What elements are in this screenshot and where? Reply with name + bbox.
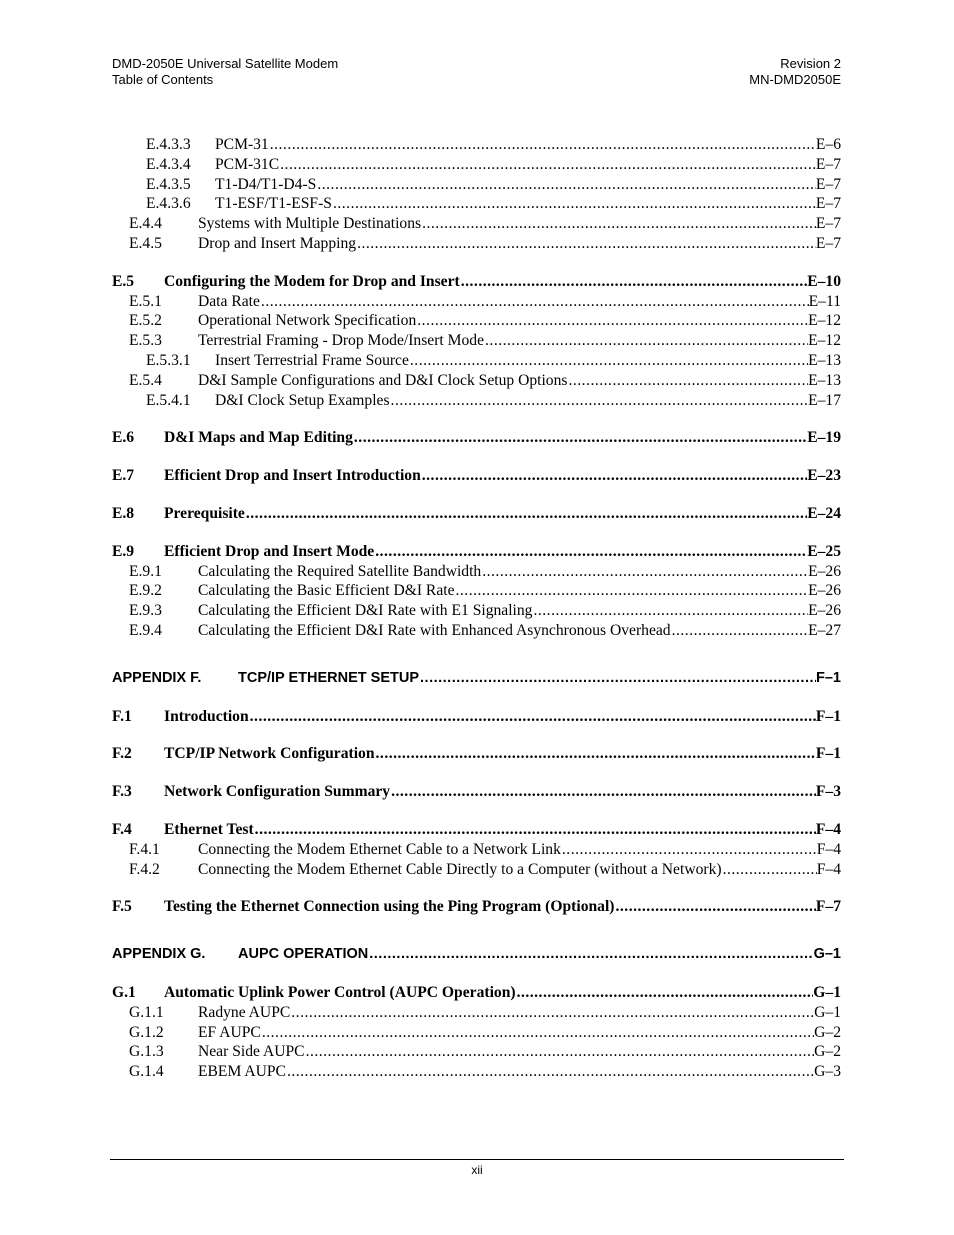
- toc-entry-title: EF AUPC: [198, 1023, 261, 1041]
- dot-leader: [262, 1023, 814, 1043]
- dot-leader: [291, 1003, 814, 1023]
- dot-leader: [357, 234, 816, 254]
- toc-entry-title: Terrestrial Framing - Drop Mode/Insert Mode: [198, 332, 485, 350]
- toc-entry[interactable]: [112, 562, 841, 582]
- toc-entry-title: Prerequisite: [164, 504, 245, 522]
- table-of-contents: [112, 135, 841, 1082]
- toc-entry-page: E–23: [807, 467, 841, 485]
- toc-entry-number: E.9: [112, 542, 135, 560]
- toc-entry-page: G–1: [813, 946, 841, 963]
- dot-leader: [250, 707, 816, 727]
- toc-spacer: [112, 764, 841, 782]
- dot-leader: [672, 621, 808, 641]
- toc-entry[interactable]: [112, 292, 841, 312]
- dot-leader: [410, 351, 808, 371]
- toc-entry-number: G.1.3: [129, 1043, 164, 1061]
- dot-leader: [255, 820, 816, 840]
- toc-spacer: [112, 726, 841, 744]
- toc-entry-page: E–27: [808, 621, 841, 639]
- toc-entry[interactable]: [112, 194, 841, 214]
- toc-entry-title: Insert Terrestrial Frame Source: [215, 351, 409, 369]
- toc-entry-number: E.5.3.1: [146, 351, 191, 369]
- page-header-left: [112, 56, 338, 88]
- toc-spacer: [112, 879, 841, 897]
- dot-leader: [391, 391, 809, 411]
- toc-entry-title: Efficient Drop and Insert Mode: [164, 542, 375, 560]
- toc-entry-number: E.9.3: [129, 602, 162, 620]
- toc-entry[interactable]: [112, 214, 841, 234]
- toc-entry-page: E–13: [808, 351, 841, 369]
- dot-leader: [270, 135, 816, 155]
- toc-appendix-entry[interactable]: [112, 945, 841, 965]
- toc-entry[interactable]: [112, 175, 841, 195]
- toc-entry-number: F.3: [112, 783, 132, 801]
- toc-entry-title: TCP/IP Network Configuration: [164, 745, 375, 763]
- toc-entry-number: E.4.4: [129, 215, 162, 233]
- toc-entry[interactable]: [112, 897, 841, 917]
- toc-entry-number: G.1.4: [129, 1063, 164, 1081]
- toc-entry[interactable]: [112, 504, 841, 524]
- dot-leader: [369, 945, 813, 965]
- toc-entry-title: Near Side AUPC: [198, 1043, 305, 1061]
- toc-entry-page: E–7: [815, 155, 841, 173]
- toc-entry-page: E–6: [815, 136, 841, 153]
- toc-entry-page: E–11: [808, 292, 841, 310]
- toc-entry-title: Calculating the Required Satellite Bandwidth: [198, 562, 482, 580]
- toc-spacer: [112, 689, 841, 707]
- toc-appendix-entry[interactable]: [112, 669, 841, 689]
- toc-entry-number: E.7: [112, 467, 135, 485]
- toc-entry-page: G–1: [814, 1003, 841, 1021]
- toc-entry-page: E–7: [815, 195, 841, 213]
- toc-entry-title: AUPC OPERATION: [238, 946, 369, 963]
- toc-entry-page: F–1: [816, 669, 841, 686]
- toc-entry-page: F–3: [815, 783, 841, 801]
- dot-leader: [354, 428, 807, 448]
- toc-entry-title: Ethernet Test: [164, 820, 254, 838]
- toc-entry-title: Efficient Drop and Insert Introduction: [164, 467, 421, 485]
- toc-entry-page: G–2: [814, 1023, 841, 1041]
- toc-entry-page: E–26: [808, 582, 841, 600]
- section-title: Table of Contents: [112, 72, 214, 87]
- toc-entry-title: T1-D4/T1-D4-S: [215, 175, 317, 193]
- toc-entry[interactable]: [112, 707, 841, 727]
- toc-entry-page: E–24: [807, 504, 841, 522]
- toc-entry-page: E–12: [808, 332, 841, 350]
- toc-entry-number: E.4.3.6: [146, 195, 191, 213]
- toc-entry-number: E.4.5: [129, 234, 162, 252]
- dot-leader: [317, 175, 816, 195]
- toc-entry[interactable]: [112, 1023, 841, 1043]
- toc-entry-page: E–12: [808, 312, 841, 330]
- toc-entry-title: Radyne AUPC: [198, 1003, 291, 1021]
- toc-entry[interactable]: [112, 621, 841, 641]
- dot-leader: [568, 371, 808, 391]
- toc-entry-title: Connecting the Modem Ethernet Cable to a Network Link: [198, 840, 561, 858]
- page-header-right: [749, 56, 841, 88]
- toc-entry[interactable]: [112, 135, 841, 155]
- dot-leader: [375, 542, 807, 562]
- toc-spacer: [112, 641, 841, 669]
- toc-entry-number: E.5.4.1: [146, 391, 191, 409]
- dot-leader: [422, 466, 807, 486]
- dot-leader: [280, 155, 816, 175]
- toc-entry-title: PCM-31: [215, 136, 269, 153]
- toc-entry-page: E–17: [808, 391, 841, 409]
- toc-entry-title: Introduction: [164, 707, 249, 725]
- toc-entry-number: APPENDIX G.: [112, 946, 206, 963]
- toc-entry-number: F.2: [112, 745, 132, 763]
- toc-entry[interactable]: [112, 744, 841, 764]
- toc-entry-title: Drop and Insert Mapping: [198, 234, 357, 252]
- toc-entry-number: E.6: [112, 429, 135, 447]
- toc-entry-number: E.4.3.5: [146, 175, 191, 193]
- toc-entry[interactable]: [112, 272, 841, 292]
- toc-entry[interactable]: [112, 331, 841, 351]
- toc-entry-page: F–7: [815, 898, 841, 916]
- toc-entry-page: E–26: [808, 562, 841, 580]
- dot-leader: [422, 214, 816, 234]
- toc-entry-page: G–3: [814, 1063, 841, 1081]
- footer-rule: [110, 1159, 844, 1160]
- dot-leader: [246, 504, 807, 524]
- toc-spacer: [112, 965, 841, 983]
- toc-entry[interactable]: [112, 983, 841, 1003]
- toc-entry-page: E–25: [807, 542, 841, 560]
- toc-entry-number: F.4.1: [129, 840, 160, 858]
- dot-leader: [456, 581, 809, 601]
- toc-entry-title: T1-ESF/T1-ESF-S: [215, 195, 332, 213]
- toc-spacer: [112, 524, 841, 542]
- toc-entry-number: E.9.4: [129, 621, 162, 639]
- toc-entry-number: F.4.2: [129, 860, 160, 878]
- toc-entry[interactable]: [112, 391, 841, 411]
- toc-entry-number: G.1.1: [129, 1003, 164, 1021]
- document-number: MN-DMD2050E: [749, 72, 841, 87]
- dot-leader: [417, 311, 808, 331]
- toc-entry-title: Configuring the Modem for Drop and Insert: [164, 272, 460, 290]
- toc-entry-page: F–4: [816, 840, 841, 858]
- toc-entry-page: E–10: [807, 272, 841, 290]
- toc-entry[interactable]: [112, 155, 841, 175]
- toc-entry-page: E–7: [815, 215, 841, 233]
- dot-leader: [482, 562, 808, 582]
- toc-entry-page: E–26: [808, 602, 841, 620]
- toc-entry-number: E.5.2: [129, 312, 162, 330]
- toc-entry-number: G.1.2: [129, 1023, 164, 1041]
- toc-entry[interactable]: [112, 371, 841, 391]
- toc-entry-page: F–4: [815, 820, 841, 838]
- page-number: xii: [471, 1163, 483, 1177]
- toc-entry-title: Connecting the Modem Ethernet Cable Directly to a Computer (without a Network): [198, 860, 722, 878]
- toc-spacer: [112, 410, 841, 428]
- dot-leader: [562, 840, 817, 860]
- toc-entry[interactable]: [112, 860, 841, 880]
- dot-leader: [616, 897, 816, 917]
- toc-entry-title: D&I Maps and Map Editing: [164, 429, 353, 447]
- toc-entry-title: TCP/IP ETHERNET SETUP: [238, 669, 420, 686]
- dot-leader: [485, 331, 808, 351]
- toc-entry-page: F–1: [815, 707, 841, 725]
- toc-entry-page: E–7: [815, 234, 841, 252]
- dot-leader: [723, 860, 817, 880]
- toc-entry-number: E.9.2: [129, 582, 162, 600]
- toc-entry[interactable]: [112, 311, 841, 331]
- toc-entry-title: Calculating the Efficient D&I Rate with E1 Signaling: [198, 602, 533, 620]
- toc-entry[interactable]: [112, 542, 841, 562]
- toc-entry[interactable]: [112, 466, 841, 486]
- dot-leader: [533, 601, 808, 621]
- toc-entry-number: F.5: [112, 898, 132, 916]
- dot-leader: [333, 194, 816, 214]
- toc-entry[interactable]: [112, 351, 841, 371]
- toc-entry-title: Calculating the Efficient D&I Rate with Enhanced Asynchronous Overhead: [198, 621, 671, 639]
- toc-entry[interactable]: [112, 428, 841, 448]
- toc-spacer: [112, 254, 841, 272]
- toc-entry[interactable]: [112, 601, 841, 621]
- toc-entry-number: E.5.4: [129, 371, 162, 389]
- toc-entry-number: APPENDIX F.: [112, 669, 202, 686]
- toc-entry-title: D&I Sample Configurations and D&I Clock Setup Options: [198, 371, 568, 389]
- dot-leader: [306, 1042, 815, 1062]
- toc-entry-number: E.4.3.4: [146, 155, 191, 173]
- toc-entry-title: Calculating the Basic Efficient D&I Rate: [198, 582, 455, 600]
- toc-entry[interactable]: [112, 581, 841, 601]
- toc-entry-number: F.4: [112, 820, 132, 838]
- toc-entry-title: Automatic Uplink Power Control (AUPC Operation): [164, 983, 516, 1001]
- toc-entry[interactable]: [112, 234, 841, 254]
- toc-entry-page: E–7: [815, 175, 841, 193]
- toc-entry-number: E.4.3.3: [146, 136, 191, 153]
- toc-entry-title: D&I Clock Setup Examples: [215, 391, 390, 409]
- toc-entry-number: E.5.3: [129, 332, 162, 350]
- toc-entry-page: G–1: [813, 983, 841, 1001]
- toc-entry[interactable]: [112, 1003, 841, 1023]
- toc-entry-title: Operational Network Specification: [198, 312, 417, 330]
- toc-entry-page: F–4: [816, 860, 841, 878]
- toc-spacer: [112, 448, 841, 466]
- toc-entry-title: Data Rate: [198, 292, 260, 310]
- toc-entry-number: F.1: [112, 707, 132, 725]
- dot-leader: [461, 272, 807, 292]
- toc-entry-title: Network Configuration Summary: [164, 783, 391, 801]
- toc-spacer: [112, 917, 841, 945]
- toc-entry-number: E.5: [112, 272, 135, 290]
- document-title: DMD-2050E Universal Satellite Modem: [112, 56, 339, 71]
- dot-leader: [517, 983, 814, 1003]
- toc-entry[interactable]: [112, 1062, 841, 1082]
- toc-entry-title: PCM-31C: [215, 155, 280, 173]
- toc-entry-title: EBEM AUPC: [198, 1063, 286, 1081]
- toc-entry-page: E–13: [808, 371, 841, 389]
- toc-entry[interactable]: [112, 820, 841, 840]
- toc-spacer: [112, 802, 841, 820]
- toc-entry[interactable]: [112, 1042, 841, 1062]
- toc-entry-number: E.5.1: [129, 292, 162, 310]
- toc-entry-title: Testing the Ethernet Connection using the Ping Program (Optional): [164, 898, 615, 916]
- dot-leader: [420, 669, 816, 689]
- toc-entry[interactable]: [112, 782, 841, 802]
- toc-entry-number: E.8: [112, 504, 135, 522]
- dot-leader: [376, 744, 816, 764]
- toc-entry-page: E–19: [807, 429, 841, 447]
- toc-spacer: [112, 486, 841, 504]
- revision-label: Revision 2: [780, 56, 841, 71]
- dot-leader: [287, 1062, 814, 1082]
- toc-entry-title: Systems with Multiple Destinations: [198, 215, 422, 233]
- toc-entry-number: E.9.1: [129, 562, 162, 580]
- toc-entry[interactable]: [112, 840, 841, 860]
- dot-leader: [391, 782, 816, 802]
- toc-entry-page: F–1: [815, 745, 841, 763]
- toc-entry-number: G.1: [112, 983, 136, 1001]
- toc-entry-page: G–2: [814, 1043, 841, 1061]
- dot-leader: [261, 292, 809, 312]
